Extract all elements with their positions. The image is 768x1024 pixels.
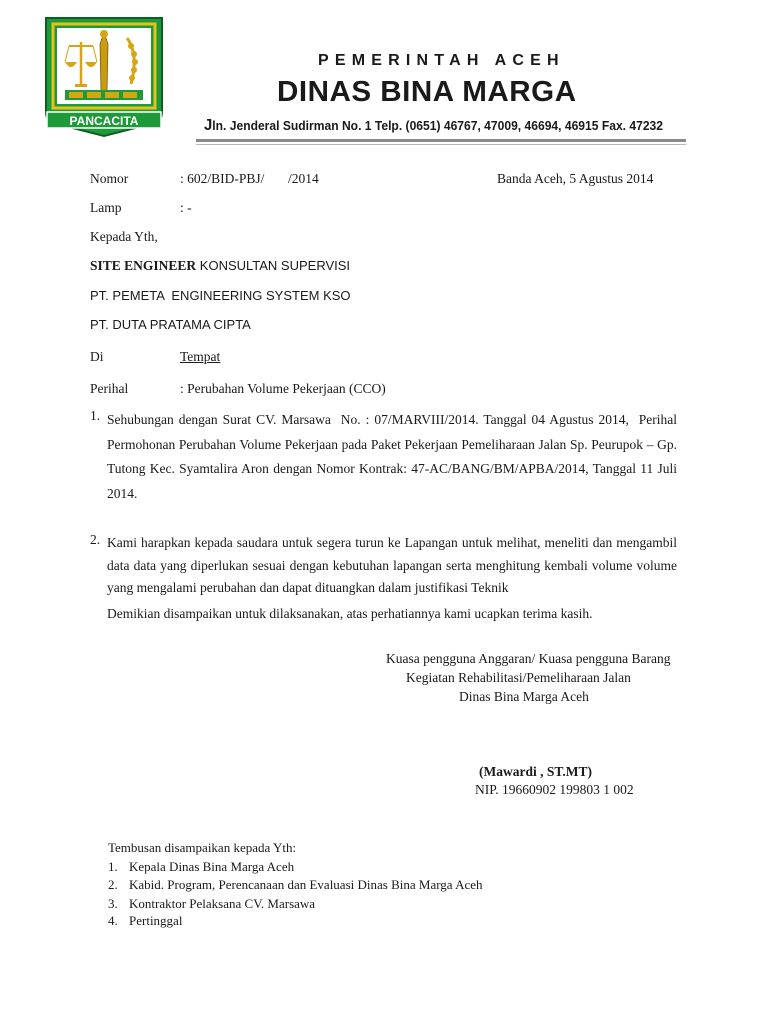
signatory-title-1: Kuasa pengguna Anggaran/ Kuasa pengguna Barang xyxy=(386,651,671,666)
lamp-label: Lamp xyxy=(90,200,122,215)
perihal-value: : Perubahan Volume Pekerjaan (CCO) xyxy=(180,381,386,396)
address-rest: ln. Jenderal Sudirman No. 1 Telp. (0651) 46767, 47009, 46694, 46915 Fax. 47232 xyxy=(212,118,664,133)
pancacita-logo xyxy=(41,14,167,138)
tembusan-item-4-num: 4. xyxy=(108,913,118,928)
addressee-company-2: PT. DUTA PRATAMA CIPTA xyxy=(90,317,251,332)
nomor-value: : 602/BID-PBJ/ /2014 xyxy=(180,171,319,186)
signatory-title-2: Kegiatan Rehabilitasi/Pemeliharaan Jalan xyxy=(406,670,631,685)
paragraph-2-number: 2. xyxy=(90,532,101,547)
place-date: Banda Aceh, 5 Agustus 2014 xyxy=(497,171,654,186)
tembusan-item-2: Kabid. Program, Perencanaan dan Evaluasi Dinas Bina Marga Aceh xyxy=(129,877,483,892)
tembusan-item-3-num: 3. xyxy=(108,896,118,911)
tembusan-item-1: Kepala Dinas Bina Marga Aceh xyxy=(129,859,295,874)
closing-sentence: Demikian disampaikan untuk dilaksanakan, atas perhatiannya kami ucapkan terima kasih. xyxy=(107,606,593,621)
tembusan-heading: Tembusan disampaikan kepada Yth: xyxy=(108,840,297,855)
addressee-role-rest: KONSULTAN SUPERVISI xyxy=(196,258,351,273)
greeting: Kepada Yth, xyxy=(90,229,158,244)
agency-heading: DINAS BINA MARGA xyxy=(277,76,577,108)
nomor-label: Nomor xyxy=(90,171,129,186)
addressee-role-bold: SITE ENGINEER xyxy=(90,258,197,273)
letterhead-rule-thin xyxy=(196,144,686,145)
signatory-title-3: Dinas Bina Marga Aceh xyxy=(459,689,589,704)
paragraph-1: Sehubungan dengan Surat CV. Marsawa No. : 07/MARVIII/2014. Tanggal 04 Agustus 2014, Perihal Permohonan Perubahan Volume Pekerjaan pada Paket Pekerjaan Pemeliharaan Jalan Sp. Peurupok – Gp. Tutong Kec. Syamtalira Aron dengan Nomor Kontrak: 47-AC/BANG/BM/APBA/2014, Tanggal 11 Juli 2014. xyxy=(107,412,684,501)
paragraph-2: Kami harapkan kepada saudara untuk segera turun ke Lapangan untuk melihat, meneliti dan mengambil data data yang diperlukan sesuai dengan kebutuhan lapangan serta menghitung kembali volume volume yang mengalami perubahan dan dapat dituangkan dalam justifikasi Teknik xyxy=(107,535,677,595)
lamp-value: : - xyxy=(180,200,192,215)
tembusan-item-4: Pertinggal xyxy=(129,913,183,928)
tembusan-item-2-num: 2. xyxy=(108,877,118,892)
paragraph-1-number: 1. xyxy=(90,408,101,423)
agency-address xyxy=(204,117,663,135)
tembusan-item-3: Kontraktor Pelaksana CV. Marsawa xyxy=(129,896,316,911)
tembusan-item-1-num: 1. xyxy=(108,859,118,874)
di-value: Tempat xyxy=(180,349,221,364)
address-initial: J xyxy=(204,117,213,134)
addressee-role xyxy=(90,258,350,274)
perihal-label: Perihal xyxy=(90,381,129,396)
signatory-name: (Mawardi , ST.MT) xyxy=(479,764,592,779)
di-label: Di xyxy=(90,349,104,364)
government-heading: PEMERINTAH ACEH xyxy=(318,52,565,69)
letterhead-rule xyxy=(196,139,686,142)
logo-banner-text: PANCACITA xyxy=(69,114,139,128)
addressee-company-1: PT. PEMETA ENGINEERING SYSTEM KSO xyxy=(90,288,351,303)
signatory-nip: NIP. 19660902 199803 1 002 xyxy=(475,782,634,797)
